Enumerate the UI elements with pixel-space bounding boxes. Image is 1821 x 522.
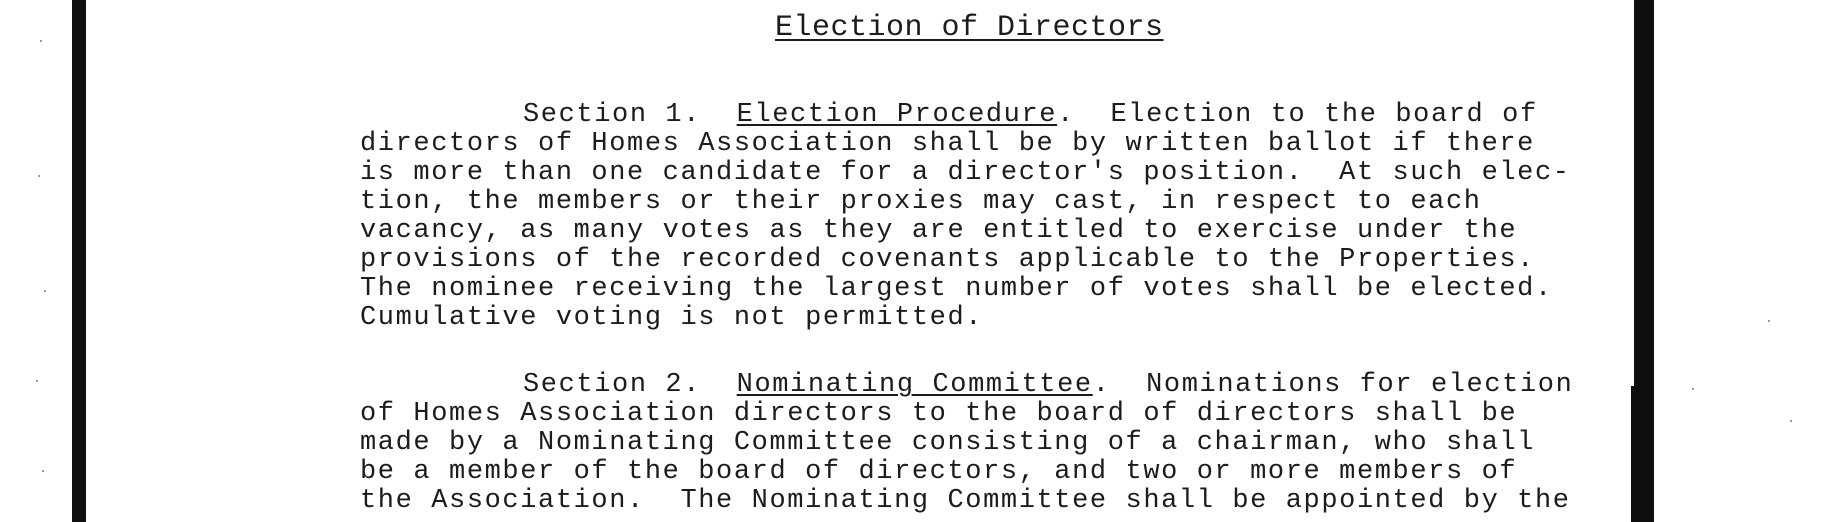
margin-speck — [42, 470, 44, 472]
margin-speck — [1790, 420, 1792, 422]
section-2-first-line-text: . Nominations for election — [1092, 370, 1574, 400]
section-1-line: tion, the members or their proxies may cast, in respect to each — [360, 187, 1482, 217]
margin-speck — [40, 40, 42, 42]
section-1-paragraph — [360, 101, 1571, 333]
section-1-first-line — [360, 101, 1571, 130]
left-page-edge — [72, 0, 86, 522]
section-2-paragraph — [360, 371, 1573, 516]
section-2-first-line — [360, 371, 1573, 400]
section-1-first-line-text: . Election to the board of — [1057, 100, 1538, 130]
section-1-line: directors of Homes Association shall be by written ballot if there — [360, 129, 1535, 159]
margin-speck — [1768, 320, 1770, 322]
section-2-line: the Association. The Nominating Committee shall be appointed by the — [360, 486, 1571, 516]
section-2-line: made by a Nominating Committee consisting of a chairman, who shall — [360, 428, 1535, 458]
margin-speck — [36, 380, 38, 382]
section-1-line: The nominee receiving the largest number of votes shall be elected. — [360, 274, 1553, 304]
section-1-line: vacancy, as many votes as they are entitled to exercise under the — [360, 216, 1518, 246]
section-1-line: Cumulative voting is not permitted. — [360, 303, 984, 333]
section-1-line: is more than one candidate for a director's position. At such elec- — [360, 158, 1571, 188]
section-2-line: be a member of the board of directors, and two or more members of — [360, 457, 1518, 487]
section-1-label: Section 1. — [523, 100, 702, 130]
margin-speck — [44, 290, 46, 292]
margin-speck — [38, 175, 40, 177]
section-2-label: Section 2. — [523, 370, 702, 400]
section-2-heading: Nominating Committee — [736, 370, 1093, 400]
section-1-heading: Election Procedure — [736, 100, 1058, 130]
margin-speck — [1692, 388, 1694, 390]
section-1-line: provisions of the recorded covenants applicable to the Properties. — [360, 245, 1535, 275]
document-title: Election of Directors — [775, 11, 1164, 45]
section-2-line: of Homes Association directors to the board of directors shall be — [360, 399, 1518, 429]
document-page — [86, 0, 1634, 522]
